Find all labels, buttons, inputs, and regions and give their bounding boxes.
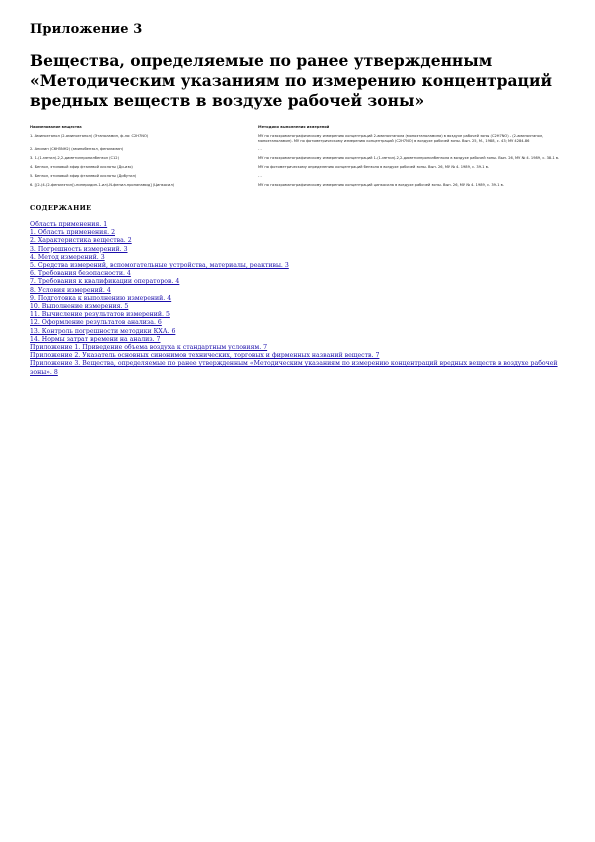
table-cell-method: МУ по газохроматографическому измерению концентраций цинкосила в воздухе рабочей зоны. Вып. 26, МУ № 4. 1989, с. 39-1 в. xyxy=(258,183,504,187)
toc-item xyxy=(30,311,570,319)
toc-item xyxy=(30,246,570,254)
toc-item xyxy=(30,344,570,352)
table-header-method: Методики выполнения измерений xyxy=(258,125,330,129)
toc-item xyxy=(30,352,570,360)
toc-item xyxy=(30,328,570,336)
toc-link[interactable]: 8. Условия измерений. 4 xyxy=(30,286,111,294)
toc-item xyxy=(30,229,570,237)
table-cell-method: МУ по газохроматографическому измерению концентраций 2-аминоэтанола (моноэтаноламина) в воздухе рабочей зоны (C2H7NO) - (2-аминоэтанол, моноэтаноламин). МУ по фотометрическому измерению концентраций (C2H7NO) в воздухе рабочей зоны. Вып. 25, М., 1988, с. 43; МУ 4284-86 xyxy=(258,134,544,143)
toc-link[interactable]: 3. Погрешность измерений. 3 xyxy=(30,245,128,253)
toc-item xyxy=(30,360,570,376)
document-title xyxy=(30,51,570,111)
toc-link[interactable]: 1. Область применения. 2 xyxy=(30,229,116,237)
table-cell-substance: 1. Аминоэтанол (2-аминоэтанол) (Этаноламин, ф-ла: C2H7NO) xyxy=(30,134,149,138)
table-cell-method: - - xyxy=(258,147,262,151)
toc-link[interactable]: Приложение 2. Указатель основных синонимов технических, торговых и фирменных названий веществ. 7 xyxy=(30,352,380,360)
toc-item xyxy=(30,237,570,245)
table-cell-substance: 6. [(2-(4-(2-фенилэтил))-пиперидин-1-ил)-N-фенил-пропанамид] (Цинкосил) xyxy=(30,183,175,187)
document-page xyxy=(30,22,570,377)
toc-link[interactable]: 14. Нормы затрат времени на анализ. 7 xyxy=(30,335,161,343)
table-cell-substance: 2. Анилин (C6H5NH2) (аминобензол, фениламин) xyxy=(30,147,124,151)
toc-item xyxy=(30,221,570,229)
toc-link[interactable]: 4. Метод измерений. 3 xyxy=(30,253,105,261)
table-header-substance: Наименование вещества xyxy=(30,125,82,129)
toc-link[interactable]: 5. Средства измерений, вспомогательные устройства, материалы, реактивы. 3 xyxy=(30,262,289,270)
toc-item xyxy=(30,262,570,270)
table-cell-method: МУ по газохроматографическому измерению концентраций 1-(1-метил)-2,2-диметилпропилбензола в воздухе рабочей зоны. Вып. 26, МУ № 4. 1989, с. 38-1 в. xyxy=(258,156,560,160)
appendix-label: Приложение 3 xyxy=(30,22,143,37)
title-line: Вещества, определяемые по ранее утвержденным xyxy=(30,51,493,70)
toc-link[interactable]: Приложение 1. Приведение объема воздуха к стандартным условиям. 7 xyxy=(30,344,268,352)
table-cell-method: МУ по фотометрическому определению концентраций бензола в воздухе рабочей зоны. Вып. 26, МУ № 4. 1989, с. 39-1 в. xyxy=(258,165,489,169)
toc-item xyxy=(30,336,570,344)
toc-item xyxy=(30,287,570,295)
toc-item xyxy=(30,295,570,303)
toc-link[interactable]: Область применения. 1 xyxy=(30,221,108,228)
toc-link[interactable]: Приложение 3. Вещества, определяемые по ранее утвержденным «Методическим указаниям по измерению концентраций вредных веществ в воздухе рабочей зоны». 8 xyxy=(30,360,558,376)
table-cell-substance: 3. 1-(1-метил)-2,2-диметилпропилбензол (C12) xyxy=(30,156,119,160)
toc-item xyxy=(30,303,570,311)
toc-item xyxy=(30,278,570,286)
toc-link[interactable]: 12. Оформление результатов анализа. 6 xyxy=(30,319,162,327)
toc-item xyxy=(30,270,570,278)
toc-link[interactable]: 11. Вычисление результатов измерений. 5 xyxy=(30,311,170,319)
toc-link[interactable]: 13. Контроль погрешности методики КХА. 6 xyxy=(30,327,176,335)
title-line: «Методическим указаниям по измерению концентраций xyxy=(30,71,553,90)
toc-link[interactable]: 2. Характеристика вещества. 2 xyxy=(30,237,132,245)
substances-table xyxy=(30,125,570,192)
table-cell-method: - - xyxy=(258,174,262,178)
toc-heading: СОДЕРЖАНИЕ xyxy=(30,204,92,212)
toc-link[interactable]: 6. Требования безопасности. 4 xyxy=(30,270,131,278)
title-line: вредных веществ в воздухе рабочей зоны» xyxy=(30,91,425,110)
table-cell-substance: 4. Бензол, этиловый эфир фталевой кислоты (Ди-изо) xyxy=(30,165,133,169)
toc-link[interactable]: 10. Выполнение измерения. 5 xyxy=(30,303,129,311)
toc-item xyxy=(30,254,570,262)
toc-item xyxy=(30,319,570,327)
table-cell-substance: 5. Бензол, этиловый эфир фталевой кислоты (Дибутил) xyxy=(30,174,137,178)
toc-link[interactable]: 7. Требования к квалификации операторов. 4 xyxy=(30,278,180,286)
table-of-contents xyxy=(30,221,570,377)
toc-link[interactable]: 9. Подготовка к выполнению измерений. 4 xyxy=(30,294,172,302)
